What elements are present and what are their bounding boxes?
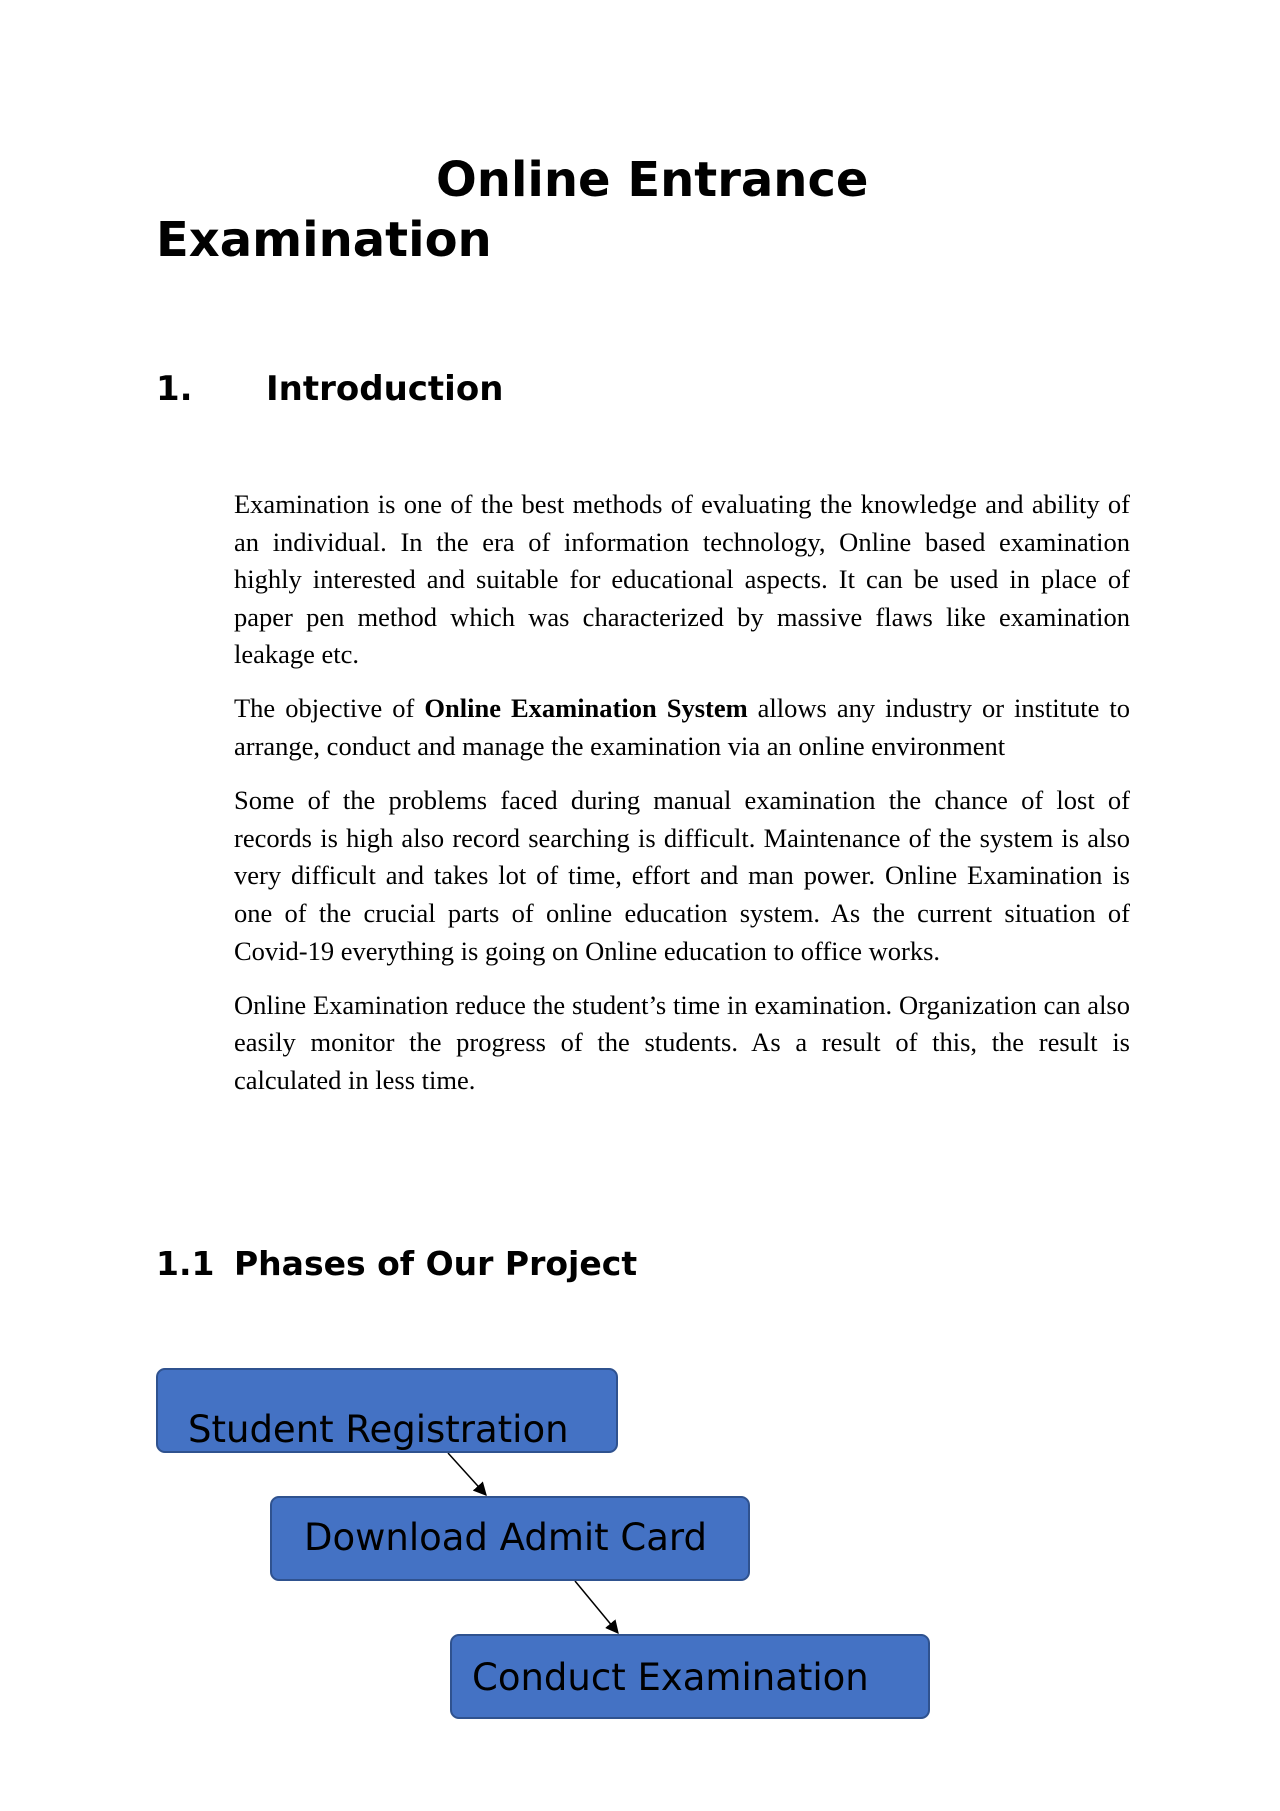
- paragraph-2-bold-term: Online Examination System: [424, 693, 748, 724]
- section-heading-introduction: [156, 368, 503, 410]
- paragraph-2-lead: The objective of: [234, 693, 425, 724]
- flow-step-label: Conduct Examination: [472, 1656, 869, 1699]
- flow-step-label: Student Registration: [188, 1408, 569, 1451]
- flow-step-student-registration: [156, 1368, 618, 1453]
- paragraph-2-rest: allows any industry or institute to arrange, conduct and manage the examination via an online environment: [234, 693, 1130, 762]
- paragraph-2: [234, 690, 1130, 765]
- flow-step-label: Download Admit Card: [304, 1516, 707, 1559]
- document-title: [156, 150, 976, 270]
- title-line-1: Online Entrance: [436, 152, 869, 208]
- subsection-number: 1.1: [156, 1244, 215, 1283]
- paragraph-1: Examination is one of the best methods of evaluating the knowledge and ability of an individual. In the era of information technology, Online based examination highly interested and suitable for educational aspects. It can be used in place of paper pen method which was characterized by massive flaws like examination leakage etc.: [234, 489, 1130, 670]
- paragraph-3: Some of the problems faced during manual examination the chance of lost of records is high also record searching is difficult. Maintenance of the system is also very difficult and takes lot of time, effort and man power. Online Examination is one of the crucial parts of online education system. As the current situation of Covid-19 everything is going on Online education to office works.: [234, 785, 1130, 966]
- subsection-title: Phases of Our Project: [234, 1244, 638, 1283]
- flow-step-download-admit-card: [270, 1496, 750, 1581]
- section-title: Introduction: [266, 369, 504, 409]
- section-number: 1.: [156, 369, 193, 409]
- connector-arrow-1: [448, 1453, 486, 1495]
- section-heading-phases: [156, 1243, 637, 1285]
- paragraph-4: Online Examination reduce the student’s time in examination. Organization can also easily monitor the progress of the students. As a result of this, the result is calculated in less time.: [234, 989, 1130, 1095]
- flow-step-conduct-examination: [450, 1634, 930, 1719]
- introduction-body: [234, 486, 1130, 1116]
- connector-arrow-2: [575, 1581, 618, 1633]
- title-line-2: Examination: [156, 212, 492, 268]
